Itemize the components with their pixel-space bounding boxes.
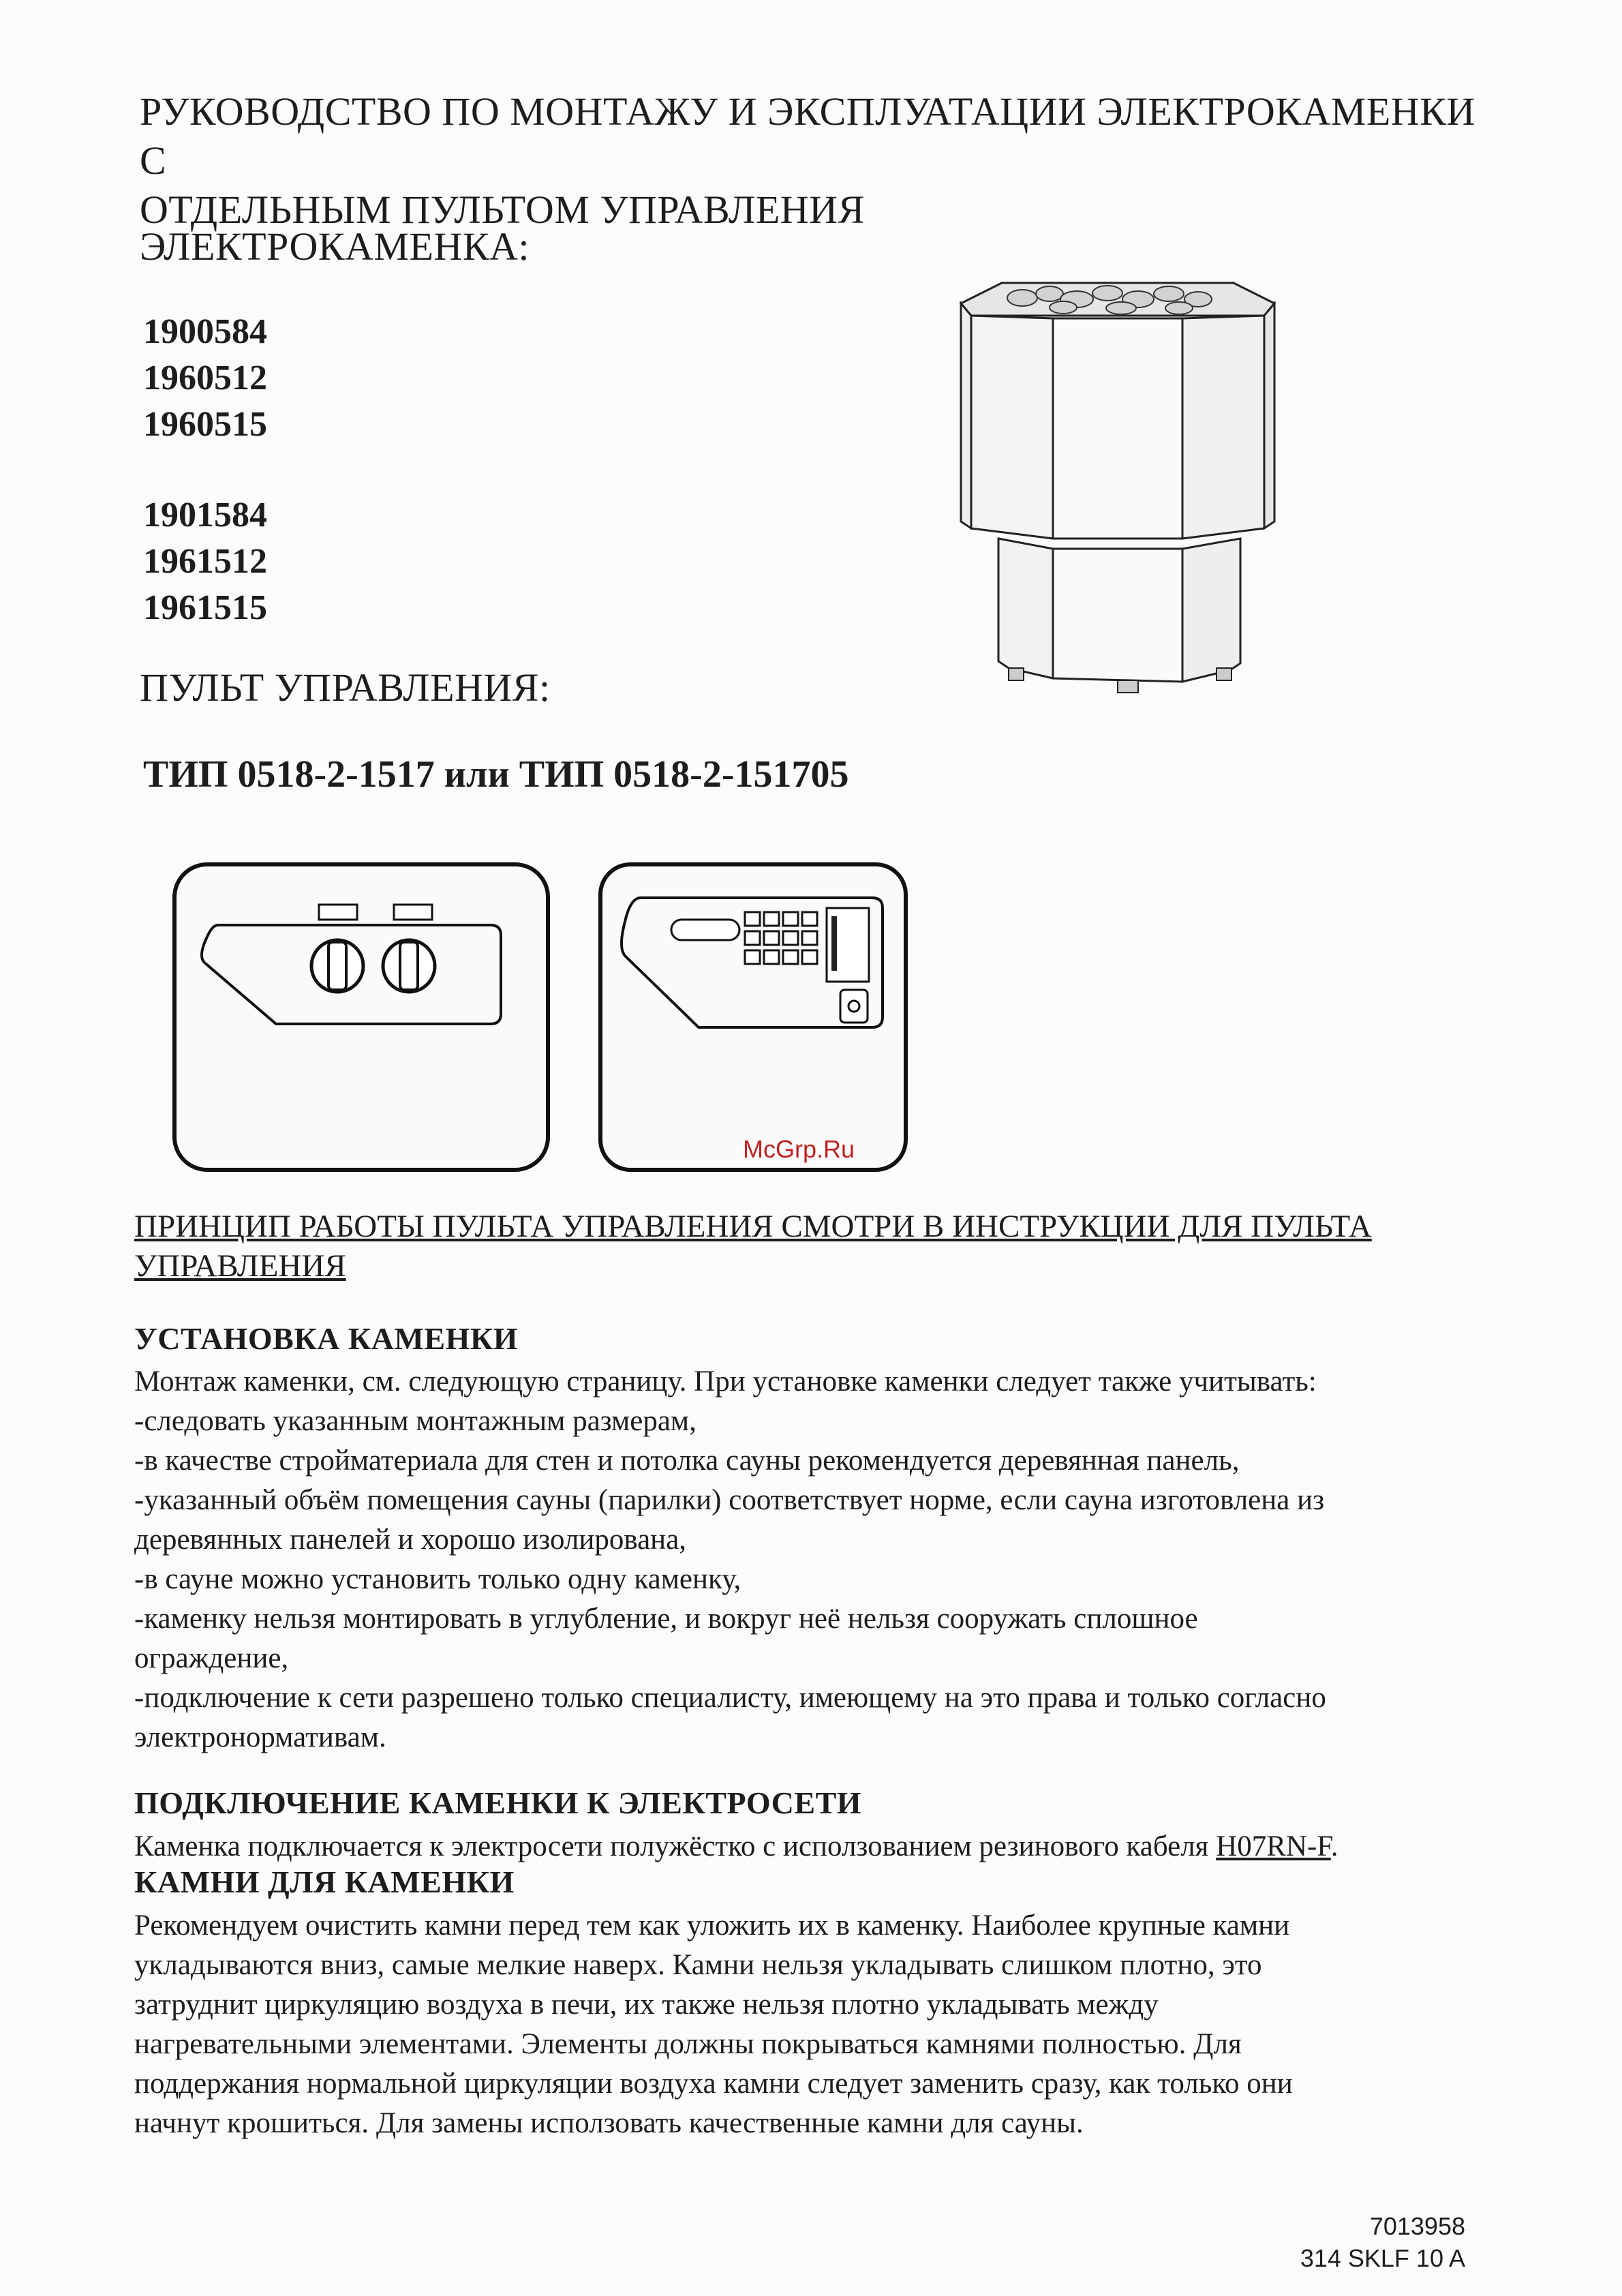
watermark: McGrp.Ru: [743, 1135, 855, 1163]
installation-text: [134, 1362, 1326, 1757]
text-line: -подключение к сети разрешено только специалисту, имеющему на это права и только согласно: [134, 1682, 1326, 1714]
document-title: [140, 87, 1503, 235]
indicator-light-icon: [394, 905, 432, 920]
stones-heading: КАМНИ ДЛЯ КАМЕНКИ: [134, 1864, 515, 1899]
model-number: 1901584: [143, 496, 267, 534]
control-panel-digital-illustration: [596, 860, 910, 1174]
power-button-icon: [840, 990, 868, 1023]
title-line-1: РУКОВОДСТВО ПО МОНТАЖУ И ЭКСПЛУАТАЦИИ ЭЛЕКТРОКАМЕНКИ С: [140, 89, 1475, 183]
text-line: -указанный объём помещения сауны (парилки) соответствует норме, если сауна изготовлена из: [134, 1484, 1325, 1516]
model-list-2: [143, 492, 267, 631]
model-number: 1900584: [143, 312, 267, 351]
control-panel-knobs-illustration: [170, 860, 552, 1174]
model-number: 1961515: [143, 588, 267, 627]
text-line: затруднит циркуляцию воздуха в печи, их также нельзя плотно укладывать между: [134, 1989, 1159, 2021]
principle-note: [134, 1207, 1497, 1286]
knob-icon: [311, 940, 363, 992]
title-line-2: ОТДЕЛЬНЫМ ПУЛЬТОМ УПРАВЛЕНИЯ: [140, 187, 865, 232]
stones-text: [134, 1906, 1293, 2143]
indicator-light-icon: [319, 905, 357, 920]
model-number: 1960515: [143, 405, 267, 444]
text-line: укладываются вниз, самые мелкие наверх. Камни нельзя укладывать слишком плотно, это: [134, 1949, 1262, 1981]
text-line: поддержания нормальной циркуляции воздуха камни следует заменить сразу, как только они: [134, 2068, 1293, 2100]
installation-heading: УСТАНОВКА КАМЕНКИ: [134, 1321, 518, 1356]
model-number: 1961512: [143, 542, 267, 581]
connection-text: [134, 1827, 1338, 1867]
control-label: ПУЛЬТ УПРАВЛЕНИЯ:: [140, 665, 551, 710]
principle-line-1: ПРИНЦИП РАБОТЫ ПУЛЬТА УПРАВЛЕНИЯ СМОТРИ В ИНСТРУКЦИИ ДЛЯ ПУЛЬТА: [134, 1209, 1372, 1244]
principle-line-2: УПРАВЛЕНИЯ: [134, 1248, 346, 1284]
text-line: -в качестве стройматериала для стен и потолка сауны рекомендуется деревянная панель,: [134, 1445, 1240, 1477]
footer-code-2: 314 SKLF 10 A: [1300, 2244, 1465, 2272]
knob-icon: [383, 940, 435, 992]
text-line: -в сауне можно установить только одну каменку,: [134, 1563, 741, 1595]
text-line: Рекомендуем очистить камни перед тем как уложить их в каменку. Наиболее крупные камни: [134, 1909, 1290, 1942]
control-type-line: ТИП 0518-2-1517 или ТИП 0518-2-151705: [143, 753, 849, 796]
cable-type: H07RN-F: [1216, 1830, 1331, 1862]
text-line: ограждение,: [134, 1642, 289, 1674]
footer-code-1: 7013958: [1369, 2212, 1465, 2240]
model-list-1: [143, 309, 267, 448]
heater-label: ЭЛЕКТРОКАМЕНКА:: [140, 224, 530, 269]
connection-text-main: Каменка подключается к электросети полужёстко с исползованием резинового кабеля: [134, 1830, 1216, 1862]
display-icon: [671, 920, 739, 940]
text-line: нагревательными элементами. Элементы должны покрываться камнями полностью. Для: [134, 2028, 1242, 2060]
text-line: -каменку нельзя монтировать в углубление, и вокруг неё нельзя сооружать сплошное: [134, 1603, 1198, 1635]
connection-text-end: .: [1330, 1830, 1338, 1862]
text-line: электронормативам.: [134, 1721, 386, 1753]
text-line: деревянных панелей и хорошо изолирована,: [134, 1524, 687, 1556]
model-number: 1960512: [143, 359, 267, 397]
text-line: -следовать указанным монтажным размерам,: [134, 1405, 697, 1437]
connection-heading: ПОДКЛЮЧЕНИЕ КАМЕНКИ К ЭЛЕКТРОСЕТИ: [134, 1785, 862, 1820]
heater-illustration: [940, 269, 1295, 733]
text-line: Монтаж каменки, см. следующую страницу. При установке каменки следует также учитывать:: [134, 1365, 1317, 1398]
text-line: начнут крошиться. Для замены исползовать качественные камни для сауны.: [134, 2107, 1084, 2139]
